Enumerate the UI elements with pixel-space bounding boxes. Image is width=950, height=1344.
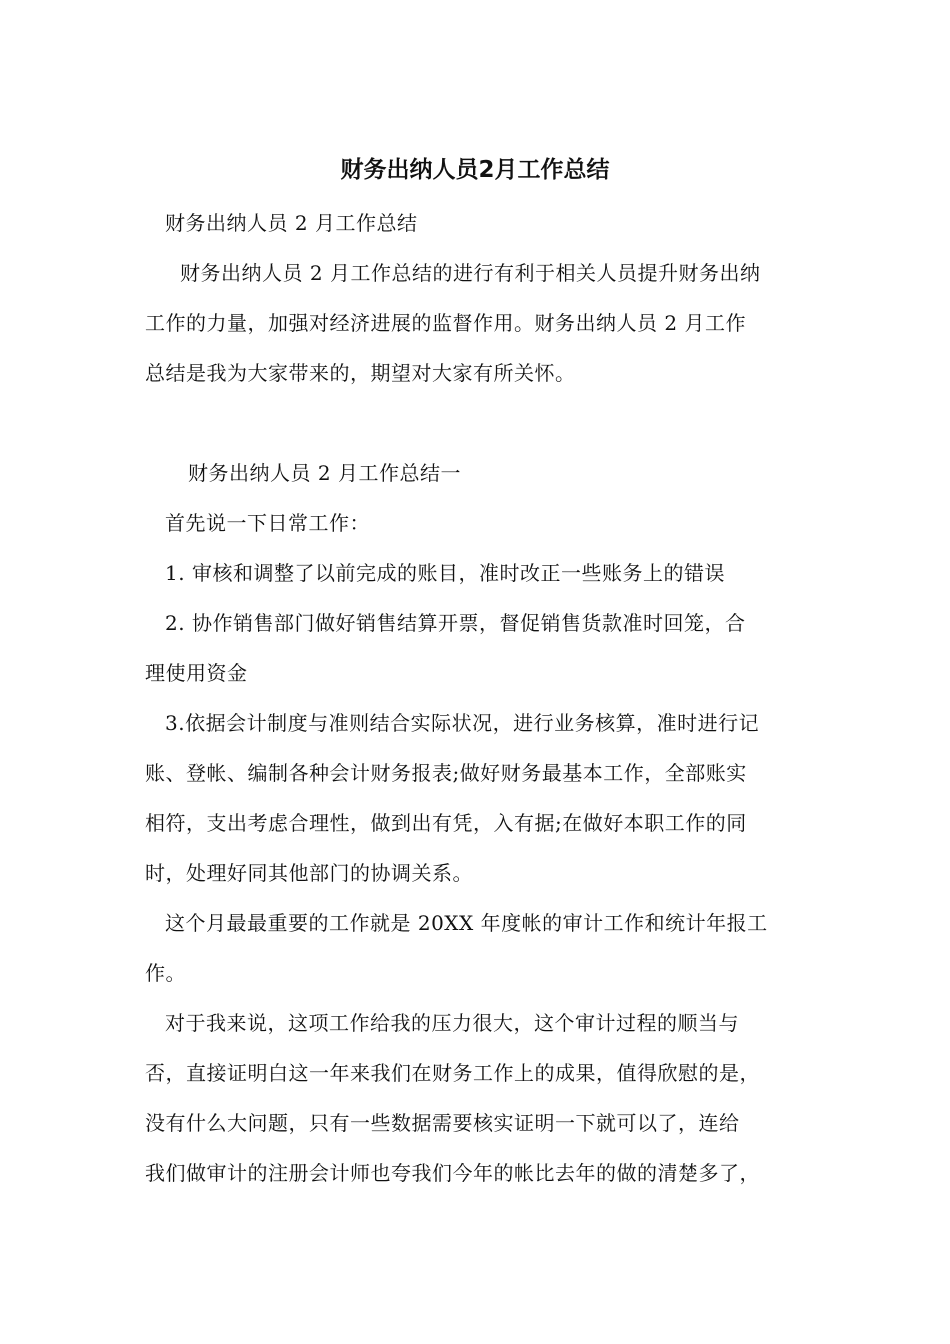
paragraph-line: 作。 [145, 961, 186, 985]
paragraph-line: 财务出纳人员 2 月工作总结的进行有利于相关人员提升财务出纳 [180, 261, 761, 285]
paragraph-line: 对于我来说，这项工作给我的压力很大，这个审计过程的顺当与 [165, 1011, 739, 1035]
list-item-line: 账、登帐、编制各种会计财务报表;做好财务最基本工作，全部账实 [145, 761, 747, 785]
subtitle-line: 财务出纳人员 2 月工作总结 [165, 211, 418, 235]
paragraph-line: 这个月最最重要的工作就是 20XX 年度帐的审计工作和统计年报工 [165, 911, 768, 935]
list-item-line: 相符，支出考虑合理性，做到出有凭，入有据;在做好本职工作的同 [145, 811, 747, 835]
paragraph-line: 首先说一下日常工作： [165, 511, 370, 535]
section-heading: 财务出纳人员 2 月工作总结一 [188, 461, 461, 485]
paragraph-line: 没有什么大问题，只有一些数据需要核实证明一下就可以了，连给 [145, 1111, 740, 1135]
list-item-line: 时，处理好同其他部门的协调关系。 [145, 861, 473, 885]
list-item-line: 1. 审核和调整了以前完成的账目，准时改正一些账务上的错误 [165, 561, 725, 585]
document-title: 财务出纳人员2月工作总结 [340, 157, 610, 183]
paragraph-line: 工作的力量，加强对经济进展的监督作用。财务出纳人员 2 月工作 [145, 311, 746, 335]
paragraph-line: 否，直接证明白这一年来我们在财务工作上的成果，值得欣慰的是， [145, 1061, 760, 1085]
list-item-line: 2. 协作销售部门做好销售结算开票，督促销售货款准时回笼，合 [165, 611, 746, 635]
list-item-line: 理使用资金 [145, 661, 248, 685]
list-item-line: 3.依据会计制度与准则结合实际状况，进行业务核算，准时进行记 [165, 711, 760, 735]
paragraph-line: 我们做审计的注册会计师也夸我们今年的帐比去年的做的清楚多了， [145, 1161, 760, 1185]
paragraph-line: 总结是我为大家带来的，期望对大家有所关怀。 [145, 361, 576, 385]
